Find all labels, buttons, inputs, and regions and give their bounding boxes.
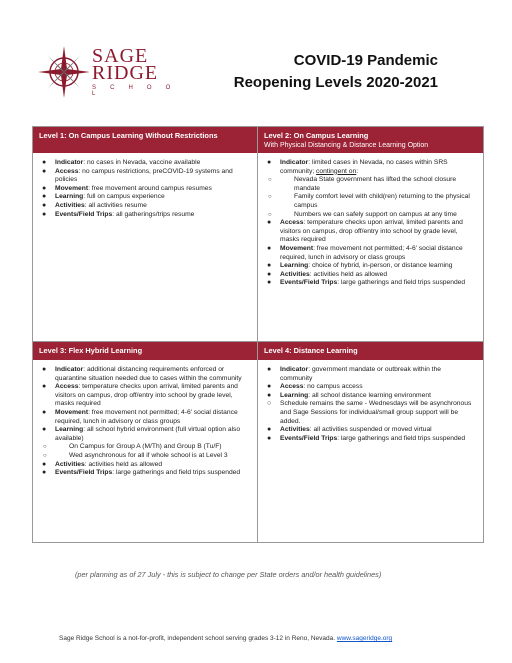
- list-item: [41, 202, 249, 211]
- list-item: [41, 469, 249, 478]
- item-text: : all gatherings/trips resume: [112, 210, 195, 218]
- planning-note: (per planning as of 27 July - this is subject to change per State orders and/or health guidelines): [75, 570, 382, 579]
- list-item: [266, 392, 475, 401]
- footer-text: Sage Ridge School is a not-for-profit, independent school serving grades 3-12 in Reno, Nevada.: [59, 635, 337, 642]
- hollow-bullet-icon: ○: [268, 177, 272, 184]
- bullet-icon: ●: [42, 383, 47, 391]
- item-label: Learning: [55, 193, 84, 201]
- item-text: : choice of hybrid, in-person, or distance learning: [308, 262, 453, 270]
- list-item: [266, 435, 475, 444]
- item-text: Nevada State government has lifted the school closure mandate: [294, 176, 457, 192]
- bullet-icon: ●: [267, 159, 272, 166]
- compass-star-icon: [38, 44, 92, 100]
- title-line-1: COVID-19 Pandemic: [293, 52, 438, 69]
- item-label: Indicator: [280, 159, 309, 166]
- list-item: [41, 366, 249, 383]
- footer: [59, 635, 392, 642]
- level-1-heading: Level 1: On Campus Learning Without Restrictions: [39, 131, 218, 140]
- item-text: Family comfort level with child(ren) returning to the physical campus: [294, 193, 470, 209]
- item-label: Access: [280, 383, 304, 391]
- item-label: Indicator: [55, 366, 84, 373]
- item-label: Indicator: [280, 366, 309, 373]
- item-text: : large gatherings and field trips suspended: [337, 279, 466, 287]
- list-item: [41, 185, 249, 194]
- level-3-cell: [33, 342, 258, 542]
- item-text: : temperature checks upon arrival, limited parents and visitors on campus, drop off/entry into school by grade level, masks required: [280, 219, 463, 244]
- item-label: Learning: [280, 262, 309, 270]
- item-text: : activities held as allowed: [309, 270, 388, 278]
- item-text: : temperature checks upon arrival, limited parents and visitors on campus, drop off/entry into school by grade level, masks required: [55, 383, 238, 408]
- item-label: Activities: [280, 426, 310, 434]
- website-link[interactable]: www.sageridge.org: [336, 635, 393, 642]
- level-3-header: [33, 342, 257, 360]
- level-2-list: [266, 159, 475, 288]
- bullet-icon: ●: [267, 426, 272, 434]
- item-label: Events/Field Trips: [55, 210, 113, 218]
- hollow-bullet-icon: ○: [268, 211, 272, 218]
- bullet-icon: ●: [267, 279, 272, 287]
- list-item: [266, 426, 475, 435]
- item-text: : limited cases in Nevada, no cases within SRS community;: [280, 159, 448, 175]
- bullet-icon: ●: [42, 159, 47, 166]
- list-item: [266, 219, 475, 245]
- item-label: Access: [55, 167, 79, 175]
- item-text: : activities held as allowed: [84, 460, 163, 468]
- item-text: On Campus for Group A (M/Th) and Group B (Tu/F): [69, 443, 222, 451]
- list-item: [266, 400, 475, 426]
- level-2-cell: [258, 127, 483, 341]
- item-text: : free movement not permitted; 4-6' social distance required, lunch in advisory or class groups: [280, 244, 463, 261]
- bullet-icon: ●: [42, 210, 47, 218]
- list-item: [266, 245, 475, 262]
- level-4-cell: [258, 342, 483, 542]
- level-2-header: [258, 127, 483, 153]
- item-text: : government mandate or outbreak within the community: [280, 366, 441, 382]
- item-text: : large gatherings and field trips suspended: [112, 469, 241, 477]
- logo-word-sage: SAGE: [92, 45, 149, 67]
- item-text: : additional distancing requirements enforced or quarantine situation needed due to cases within the community: [55, 366, 242, 382]
- list-item: [41, 211, 249, 220]
- list-item: [266, 159, 475, 176]
- bullet-icon: ●: [267, 219, 272, 227]
- bullet-icon: ●: [42, 167, 47, 175]
- level-4-heading: Level 4: Distance Learning: [264, 346, 358, 355]
- hollow-bullet-icon: ○: [267, 400, 272, 408]
- item-text: : free movement around campus resumes: [88, 184, 212, 192]
- list-item: [266, 211, 475, 220]
- list-item: [41, 461, 249, 470]
- level-2-subheading: With Physical Distancing & Distance Learning Option: [264, 142, 429, 149]
- school-logo: [38, 44, 178, 104]
- level-3-list: [41, 366, 249, 478]
- item-label: Activities: [55, 460, 85, 468]
- list-item: [41, 193, 249, 202]
- list-item: [266, 366, 475, 383]
- hollow-bullet-icon: ○: [43, 444, 47, 451]
- item-text: : all activities suspended or moved virtual: [309, 426, 432, 434]
- list-item: [41, 443, 249, 452]
- levels-row-2: [33, 341, 483, 542]
- bullet-icon: ●: [42, 426, 47, 434]
- item-text: : no campus restrictions, preCOVID-19 systems and policies: [55, 167, 233, 184]
- list-item: [41, 426, 249, 443]
- item-label: Movement: [55, 408, 89, 416]
- item-label: Events/Field Trips: [280, 434, 338, 442]
- item-text: : full on campus experience: [83, 193, 165, 201]
- hollow-bullet-icon: ○: [43, 452, 47, 459]
- list-item: [266, 383, 475, 392]
- item-label: Events/Field Trips: [280, 279, 338, 287]
- bullet-icon: ●: [267, 270, 272, 278]
- level-2-heading: Level 2: On Campus Learning: [264, 131, 369, 140]
- list-item: [41, 383, 249, 409]
- item-label: Activities: [55, 201, 85, 209]
- list-item: [41, 452, 249, 461]
- list-item: [266, 193, 475, 210]
- item-text: : all activities resume: [84, 201, 147, 209]
- item-suffix: :: [356, 167, 359, 175]
- bullet-icon: ●: [267, 383, 272, 391]
- list-item: [41, 159, 249, 168]
- bullet-icon: ●: [42, 460, 47, 468]
- bullet-icon: ●: [267, 391, 272, 399]
- list-item: [41, 168, 249, 185]
- item-text: Numbers we can safely support on campus at any time: [294, 210, 457, 218]
- level-4-header: [258, 342, 483, 360]
- item-text: : no campus access: [303, 383, 363, 391]
- item-label: Movement: [55, 184, 89, 192]
- level-4-list: [266, 366, 475, 443]
- logo-word-ridge: RIDGE: [92, 62, 159, 84]
- bullet-icon: ●: [42, 366, 47, 373]
- item-label: Learning: [280, 391, 309, 399]
- item-text: : free movement not permitted; 4-6' social distance required, lunch in advisory or class groups: [55, 408, 238, 425]
- bullet-icon: ●: [42, 201, 47, 209]
- level-1-cell: [33, 127, 258, 341]
- title-line-2: Reopening Levels 2020-2021: [233, 74, 438, 91]
- item-label: Activities: [280, 270, 310, 278]
- item-text: Wed asynchronous for all if whole school is at Level 3: [69, 451, 228, 459]
- bullet-icon: ●: [42, 184, 47, 192]
- bullet-icon: ●: [267, 262, 272, 270]
- level-1-header: [33, 127, 257, 153]
- list-item: [266, 271, 475, 280]
- list-item: [266, 176, 475, 193]
- contingent-on-text: contingent on: [316, 167, 357, 175]
- bullet-icon: ●: [42, 193, 47, 201]
- list-item: [266, 279, 475, 288]
- bullet-icon: ●: [42, 408, 47, 416]
- list-item: [266, 262, 475, 271]
- item-label: Access: [55, 383, 79, 391]
- level-1-list: [41, 159, 249, 219]
- levels-row-1: [33, 127, 483, 341]
- item-label: Movement: [280, 244, 314, 252]
- level-3-heading: Level 3: Flex Hybrid Learning: [39, 346, 143, 355]
- levels-table: [32, 126, 484, 543]
- item-label: Events/Field Trips: [55, 469, 113, 477]
- hollow-bullet-icon: ○: [268, 194, 272, 201]
- item-text: : all school distance learning environment: [308, 391, 431, 399]
- document-title: [234, 50, 438, 94]
- bullet-icon: ●: [42, 469, 47, 477]
- bullet-icon: ●: [267, 366, 272, 373]
- item-label: Indicator: [55, 159, 84, 166]
- item-text: : large gatherings and field trips suspended: [337, 434, 466, 442]
- bullet-icon: ●: [267, 434, 272, 442]
- item-label: Learning: [55, 426, 84, 434]
- item-text: Schedule remains the same - Wednesdays will be asynchronous and Sage Sessions for individual/small group support will be added.: [280, 400, 472, 425]
- list-item: [41, 409, 249, 426]
- item-label: Access: [280, 219, 304, 227]
- item-text: : all school hybrid environment (full virtual option also available): [55, 426, 241, 442]
- logo-word-school: S C H O O L: [92, 85, 177, 97]
- item-text: : no cases in Nevada, vaccine available: [83, 159, 201, 166]
- bullet-icon: ●: [267, 244, 272, 252]
